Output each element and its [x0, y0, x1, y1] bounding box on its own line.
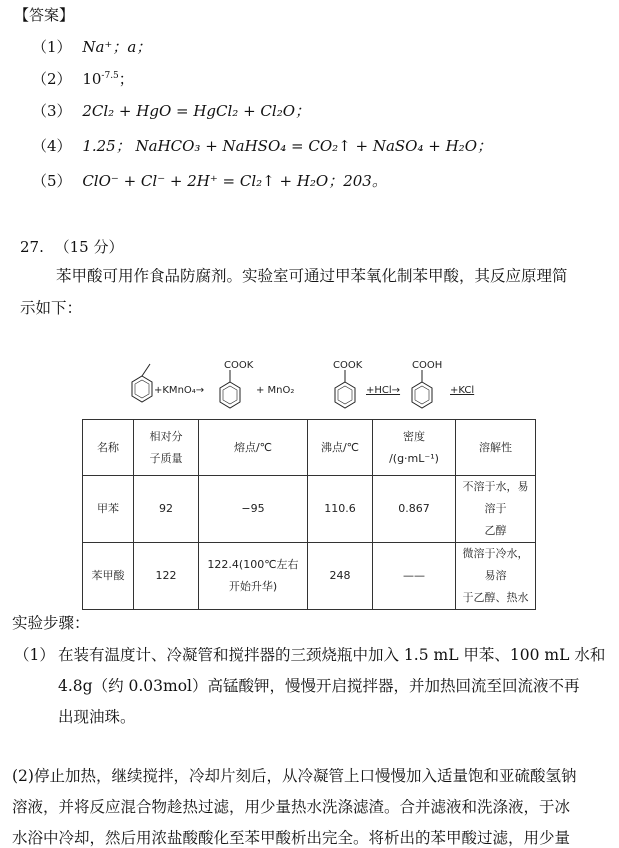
- question-number: 27.: [20, 238, 44, 256]
- answer-tail: ；: [118, 70, 134, 88]
- answer-text: ClO⁻ + Cl⁻ + 2H⁺ = Cl₂↑ + H₂O；203。: [82, 172, 387, 190]
- step2-line1: (2)停止加热，继续搅拌，冷却片刻后，从冷凝管上口慢慢加入适量饱和亚硫酸氢钠: [12, 767, 577, 785]
- header-solubility: 溶解性: [456, 420, 536, 476]
- cell-mw: 92: [134, 476, 199, 543]
- question-intro-line1: 苯甲酸可用作食品防腐剂。实验室可通过甲苯氧化制苯甲酸，其反应原理简: [56, 267, 568, 285]
- header-density-line1: 密度: [403, 429, 425, 443]
- step1-line1: 在装有温度计、冷凝管和搅拌器的三颈烧瓶中加入 1.5 mL 甲苯、100 mL 水和: [58, 646, 606, 664]
- step2-line2: 溶液，并将反应混合物趁热过滤，用少量热水洗涤滤渣。合并滤液和洗涤液，于冰: [12, 798, 571, 816]
- cell-bp: 248: [308, 543, 373, 610]
- byproduct-mno2: + MnO₂: [256, 385, 295, 396]
- reaction-scheme: [120, 352, 500, 418]
- cell-density: 0.867: [373, 476, 456, 543]
- header-mp: 熔点/℃: [199, 420, 308, 476]
- cell-density: ——: [373, 543, 456, 610]
- reagent-hcl: +HCl→: [366, 385, 401, 396]
- question-score: （15 分）: [54, 238, 124, 256]
- answer-text: 1.25； NaHCO₃ + NaHSO₄ = CO₂↑ + NaSO₄ + H₂O；: [82, 137, 492, 155]
- question-intro-line2: 示如下：: [20, 299, 83, 317]
- cell-mp-line2: 开始升华): [228, 580, 278, 593]
- cell-solubility-line1: 不溶于水，易溶于: [462, 480, 529, 515]
- benzoate-structure-2: [335, 370, 355, 408]
- header-bp: 沸点/℃: [308, 420, 373, 476]
- step2-line3: 水浴中冷却，然后用浓盐酸酸化至苯甲酸析出完全。将析出的苯甲酸过滤，用少量: [12, 829, 571, 847]
- answer-base: 10: [82, 70, 102, 88]
- answer-text: 2Cl₂ + HgO = HgCl₂ + Cl₂O；: [82, 102, 311, 120]
- table-header-row: [83, 420, 536, 476]
- answer-text: Na⁺；a；: [82, 38, 152, 56]
- answer-number: （3）: [32, 102, 72, 120]
- cell-solubility-line2: 乙醇: [484, 524, 507, 537]
- cell-solubility-line2: 于乙醇、热水: [462, 591, 529, 604]
- cell-name: 苯甲酸: [83, 543, 134, 610]
- cell-solubility: [456, 476, 536, 543]
- product-cook-label: COOK: [224, 360, 254, 371]
- header-mw: [134, 420, 199, 476]
- question-header: [20, 236, 124, 257]
- benzoate-structure: [220, 370, 240, 408]
- benzoic-acid-structure: [412, 370, 432, 408]
- answer-4: [32, 135, 492, 156]
- cell-solubility-line1: 微溶于冷水，易溶: [462, 547, 529, 582]
- cell-bp: 110.6: [308, 476, 373, 543]
- properties-table: [82, 419, 536, 610]
- answer-number: （5）: [32, 172, 72, 190]
- table-row: [83, 476, 536, 543]
- cell-mp: [199, 543, 308, 610]
- toluene-structure: [132, 364, 152, 402]
- answer-number: （1）: [32, 38, 72, 56]
- steps-title: 实验步骤：: [12, 614, 90, 632]
- header-density: [373, 420, 456, 476]
- answer-exponent: -7.5: [101, 71, 119, 81]
- cell-mw: 122: [134, 543, 199, 610]
- reactant-cook-label: COOK: [333, 360, 363, 371]
- step1-line3: 出现油珠。: [58, 708, 136, 726]
- header-density-line2: /(g·mL⁻¹): [389, 451, 439, 465]
- answer-1: [32, 36, 151, 57]
- reagent-kmno4: +KMnO₄→: [154, 385, 205, 396]
- step1-number: （1）: [14, 646, 55, 664]
- cell-mp-line1: 122.4(100℃左右: [207, 558, 299, 571]
- header-mw-line2: 子质量: [149, 451, 183, 465]
- cell-name: 甲苯: [83, 476, 134, 543]
- cell-mp: −95: [199, 476, 308, 543]
- answer-2: [32, 68, 134, 89]
- answer-3: [32, 100, 310, 121]
- header-mw-line1: 相对分: [149, 429, 183, 443]
- header-name: 名称: [83, 420, 134, 476]
- answer-number: （4）: [32, 137, 72, 155]
- answer-header: 【答案】: [14, 6, 75, 24]
- answer-5: [32, 170, 387, 191]
- product-cooh-label: COOH: [412, 360, 443, 371]
- byproduct-kcl: +KCl: [450, 385, 475, 396]
- table-row: [83, 543, 536, 610]
- answer-number: （2）: [32, 70, 72, 88]
- step1-line2: 4.8g（约 0.03mol）高锰酸钾，慢慢开启搅拌器，并加热回流至回流液不再: [58, 677, 580, 695]
- cell-solubility: [456, 543, 536, 610]
